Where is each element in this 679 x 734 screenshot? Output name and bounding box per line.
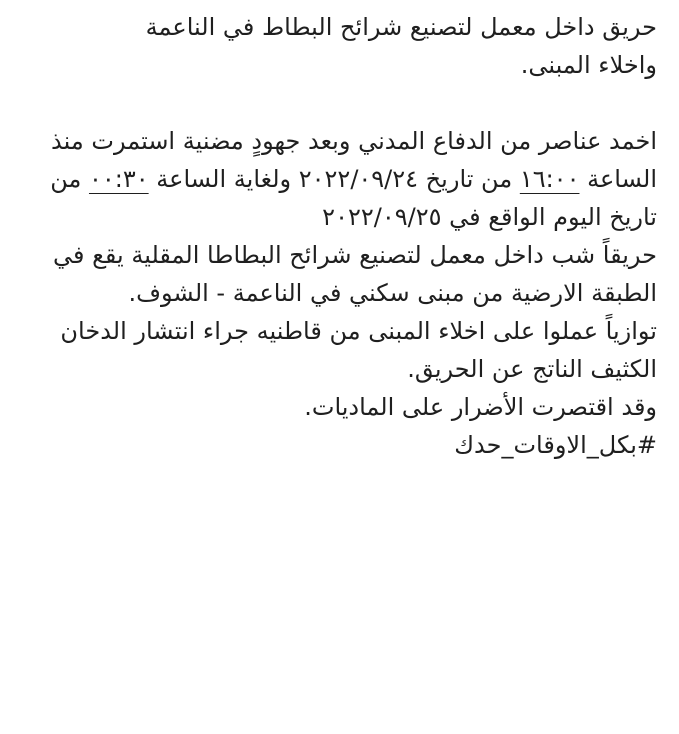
time-link-end[interactable]: ٠٠:٣٠	[88, 165, 149, 193]
post-text	[17, 8, 657, 464]
body-text-part-3: من تاريخ اليوم الواقع في ٢٠٢٢/٠٩/٢٥ حريقاً شب داخل معمل لتصنيع شرائح البطاطا المقلية يقع في الطبقة الارضية من مبنى سكني في الناعمة - الشوف. توازياً عملوا على اخلاء المبنى من قاطنيه جراء انتشار الدخان الكثيف الناتج عن الحريق. وقد اقتصرت الأضرار على الماديات.	[50, 165, 657, 421]
hashtag-link[interactable]: #بكل_الاوقات_حدك	[454, 431, 657, 459]
post-body	[17, 122, 657, 426]
paragraph-gap	[17, 84, 657, 122]
body-text-part-1: اخمد عناصر من الدفاع المدني وبعد جهودٍ مضنية استمرت منذ الساعة	[51, 127, 657, 193]
time-link-start[interactable]: ١٦:٠٠	[519, 165, 580, 193]
post-headline: حريق داخل معمل لتصنيع شرائح البطاط في الناعمة واخلاء المبنى.	[145, 13, 657, 79]
body-text-part-2: من تاريخ ٢٠٢٢/٠٩/٢٤ ولغاية الساعة	[148, 165, 520, 193]
